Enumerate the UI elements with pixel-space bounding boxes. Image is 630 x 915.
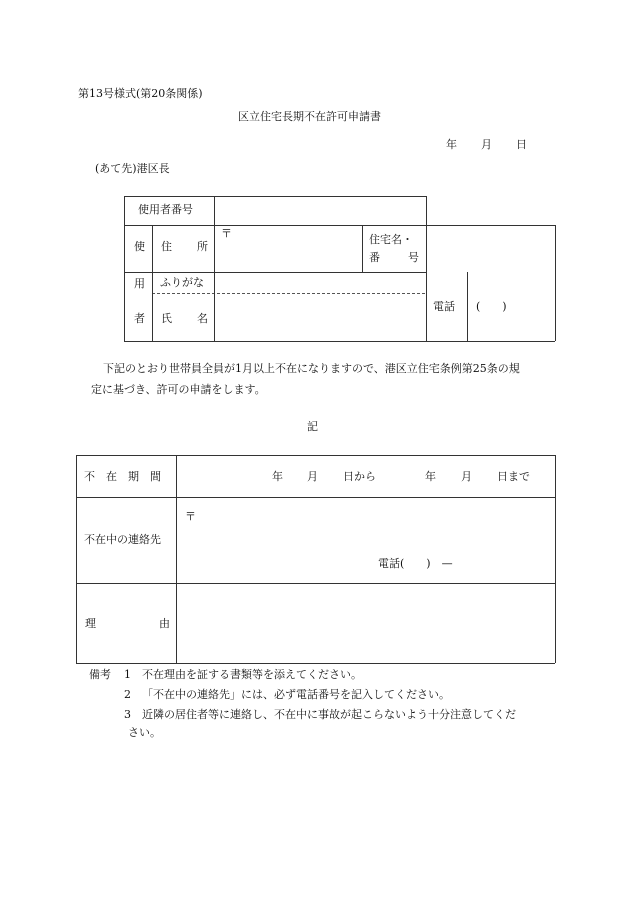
housing-number-label-a: 番 — [369, 251, 380, 264]
user-side-label-3: 者 — [134, 312, 145, 325]
reason-label-a: 理 — [85, 617, 96, 630]
note-3-text-line-1: 近隣の居住者等に連絡し、不在中に事故が起こらないよう十分注意してくだ — [142, 708, 516, 721]
reason-label-b: 由 — [159, 617, 170, 630]
form-title: 区立住宅長期不在許可申請書 — [238, 110, 381, 123]
name-label-a: 氏 — [161, 312, 172, 325]
user-phone-paren: ( ) — [476, 300, 507, 313]
form-number: 第13号様式(第20条関係) — [78, 87, 203, 100]
date-day-label: 日 — [516, 138, 527, 151]
date-year-label: 年 — [446, 138, 457, 151]
address-postal-mark: 〒 — [221, 227, 232, 240]
note-3-text-line-2: さい。 — [128, 726, 161, 739]
note-2-number: 2 — [124, 688, 131, 701]
period-from-year: 年 — [272, 470, 283, 483]
furigana-label: ふりがな — [160, 276, 204, 289]
period-from-suffix: 日から — [343, 470, 376, 483]
date-month-label: 月 — [481, 138, 492, 151]
period-to-month: 月 — [461, 470, 472, 483]
note-1-number: 1 — [124, 668, 131, 681]
user-side-label-2: 用 — [134, 277, 145, 290]
address-label-b: 所 — [197, 240, 208, 253]
statement-line-2: 定に基づき、許可の申請をします。 — [91, 383, 266, 396]
contact-postal-mark: 〒 — [185, 510, 196, 523]
period-to-year: 年 — [425, 470, 436, 483]
contact-label: 不在中の連絡先 — [84, 533, 161, 546]
contact-phone: 電話( ) — — [378, 557, 453, 570]
name-label-b: 名 — [197, 312, 208, 325]
user-side-label-1: 使 — [134, 240, 145, 253]
note-1-text: 不在理由を証する書類等を添えてください。 — [142, 668, 362, 681]
user-number-label: 使用者番号 — [138, 203, 193, 216]
period-label: 不 在 期 間 — [84, 470, 161, 483]
note-3-number: 3 — [124, 708, 131, 721]
notes-label: 備考 — [89, 668, 111, 681]
statement-line-1: 下記のとおり世帯員全員が1月以上不在になりますので、港区立住宅条例第25条の規 — [103, 362, 520, 375]
housing-name-label: 住宅名・ — [369, 233, 413, 246]
period-from-month: 月 — [307, 470, 318, 483]
ki-label: 記 — [307, 420, 318, 433]
addressee: (あて先)港区長 — [95, 162, 170, 175]
period-to-suffix: 日まで — [497, 470, 530, 483]
user-phone-label: 電話 — [433, 300, 455, 313]
housing-number-label-b: 号 — [408, 251, 419, 264]
address-label-a: 住 — [161, 240, 172, 253]
note-2-text: 「不在中の連絡先」には、必ず電話番号を記入してください。 — [142, 688, 450, 701]
